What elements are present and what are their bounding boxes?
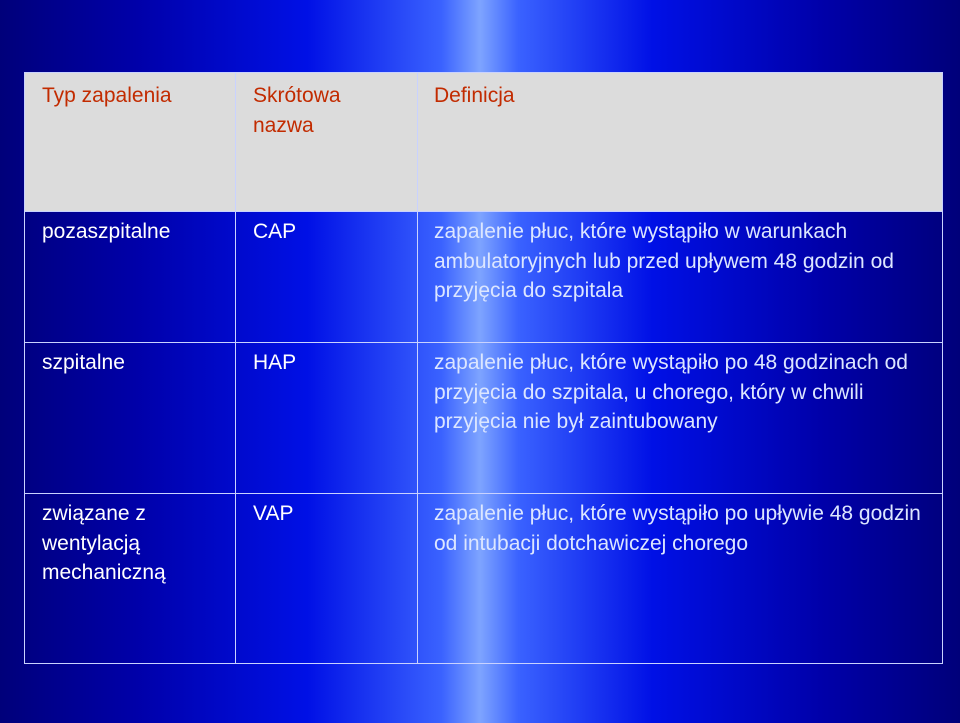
pneumonia-abbrev: HAP — [253, 351, 297, 374]
pneumonia-definition: zapalenie płuc, które wystąpiło po 48 godzinach od przyjęcia do szpitala, u chorego, który w chwili przyjęcia nie był zaintubowany — [434, 351, 908, 433]
abbrev-cell — [236, 343, 418, 494]
pneumonia-definition: zapalenie płuc, które wystąpiło po upływie 48 godzin od intubacji dotchawiczej chorego — [434, 502, 921, 555]
definition-cell — [418, 212, 943, 343]
definition-cell — [418, 343, 943, 494]
pneumonia-type: szpitalne — [42, 351, 125, 374]
pneumonia-definition: zapalenie płuc, które wystąpiło w warunkach ambulatoryjnych lub przed upływem 48 godzin od przyjęcia do szpitala — [434, 220, 894, 302]
type-cell — [25, 212, 236, 343]
table-row — [25, 212, 943, 343]
pneumonia-abbrev: VAP — [253, 502, 294, 525]
pneumonia-type: pozaszpitalne — [42, 220, 171, 243]
abbrev-cell — [236, 494, 418, 664]
pneumonia-abbrev: CAP — [253, 220, 297, 243]
header-abbrev-label: Skrótowa nazwa — [253, 84, 341, 137]
definition-cell — [418, 494, 943, 664]
table-row — [25, 343, 943, 494]
header-cell-abbrev — [236, 73, 418, 212]
header-type-label: Typ zapalenia — [42, 84, 172, 107]
header-cell-type — [25, 73, 236, 212]
table-header-row — [25, 73, 943, 212]
abbrev-cell — [236, 212, 418, 343]
header-cell-definition — [418, 73, 943, 212]
type-cell — [25, 343, 236, 494]
type-cell — [25, 494, 236, 664]
pneumonia-type: związane z wentylacją mechaniczną — [42, 502, 166, 584]
table-row — [25, 494, 943, 664]
header-definition-label: Definicja — [434, 84, 515, 107]
pneumonia-types-table — [24, 72, 943, 664]
